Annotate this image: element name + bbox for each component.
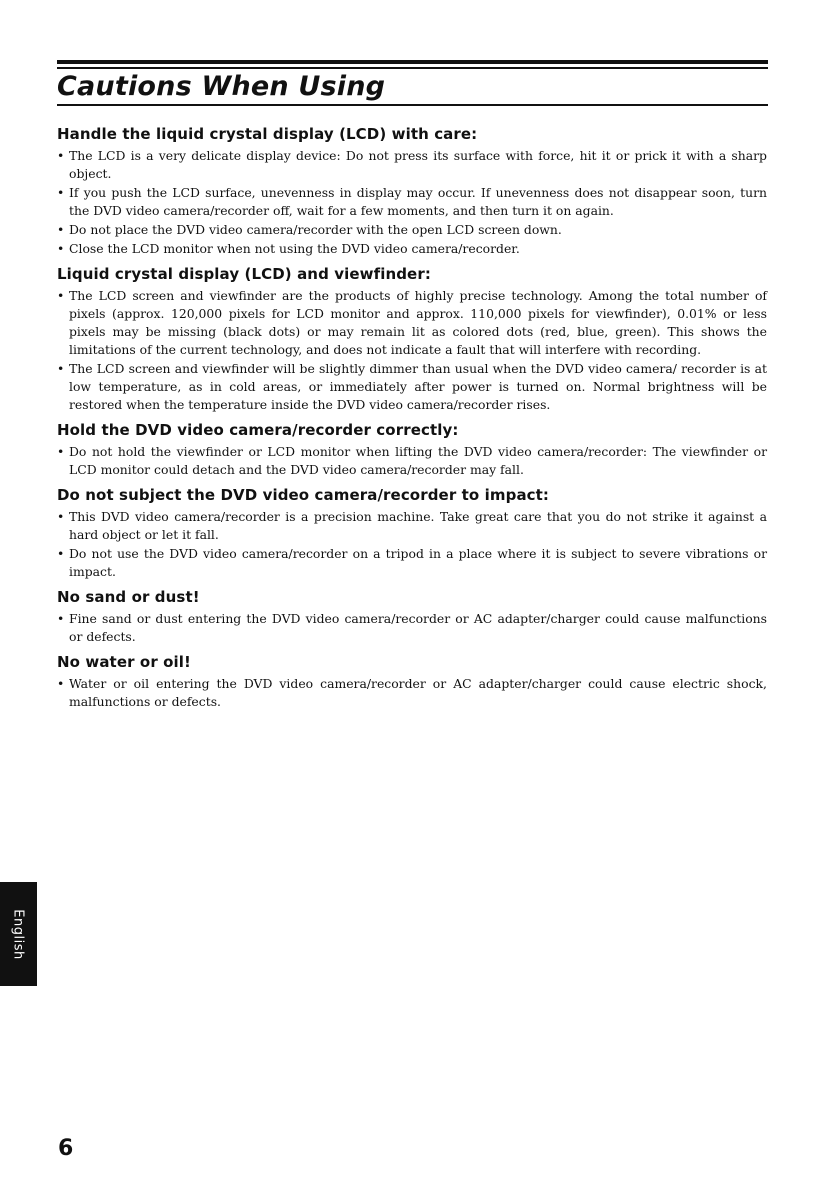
section-heading: Handle the liquid crystal display (LCD) with care: xyxy=(57,125,478,143)
bullet-list xyxy=(57,508,767,581)
section-hold-correctly xyxy=(57,420,767,479)
section-water-oil xyxy=(57,652,767,711)
bullet-item: • If you push the LCD surface, unevenness in display may occur. If unevenness does not disappear soon, turn the DVD video camera/recorder off, wait for a few moments, and then turn it on again. xyxy=(57,184,767,220)
page-title: Cautions When Using xyxy=(57,71,386,102)
bullet-item: • Fine sand or dust entering the DVD video camera/recorder or AC adapter/charger could cause malfunctions or defects. xyxy=(57,610,767,646)
bullet-item: • Water or oil entering the DVD video camera/recorder or AC adapter/charger could cause electric shock, malfunctions or defects. xyxy=(57,675,767,711)
section-heading: Hold the DVD video camera/recorder correctly: xyxy=(57,421,459,439)
bullet-list xyxy=(57,443,767,479)
page-number: 6 xyxy=(58,1136,74,1161)
bullet-item: • The LCD is a very delicate display device: Do not press its surface with force, hit it or prick it with a sharp object. xyxy=(57,147,767,183)
section-lcd-viewfinder xyxy=(57,264,767,414)
bullet-item: • Close the LCD monitor when not using the DVD video camera/recorder. xyxy=(57,240,767,258)
language-tab xyxy=(0,882,37,986)
bullet-item: • Do not hold the viewfinder or LCD monitor when lifting the DVD video camera/recorder: The viewfinder or LCD monitor could detach and the DVD video camera/recorder may fall. xyxy=(57,443,767,479)
language-tab-label: English xyxy=(11,908,27,960)
bullet-item: • Do not use the DVD video camera/recorder on a tripod in a place where it is subject to severe vibrations or impact. xyxy=(57,545,767,581)
bullet-list xyxy=(57,287,767,414)
section-lcd-care xyxy=(57,124,767,258)
section-heading: No water or oil! xyxy=(57,653,191,671)
bullet-list xyxy=(57,675,767,711)
section-heading: Do not subject the DVD video camera/recorder to impact: xyxy=(57,486,550,504)
bullet-item: • The LCD screen and viewfinder are the products of highly precise technology. Among the total number of pixels (approx. 120,000 pixels for LCD monitor and approx. 110,000 pixels for viewfinder), 0.01% or less pixels may be missing (black dots) or may remain lit as colored dots (red, blue, green). This shows the limitations of the current technology, and does not indicate a fault that will interfere with recording. xyxy=(57,287,767,359)
bullet-list xyxy=(57,147,767,258)
header-rule-top xyxy=(57,60,768,64)
content-body xyxy=(57,124,767,717)
section-heading: No sand or dust! xyxy=(57,588,200,606)
bullet-item: • This DVD video camera/recorder is a precision machine. Take great care that you do not strike it against a hard object or let it fall. xyxy=(57,508,767,544)
bullet-list xyxy=(57,610,767,646)
section-impact xyxy=(57,485,767,581)
header-rule-bottom xyxy=(57,104,768,106)
section-heading: Liquid crystal display (LCD) and viewfinder: xyxy=(57,265,431,283)
bullet-item: • Do not place the DVD video camera/recorder with the open LCD screen down. xyxy=(57,221,767,239)
section-sand-dust xyxy=(57,587,767,646)
bullet-item: • The LCD screen and viewfinder will be slightly dimmer than usual when the DVD video camera/ recorder is at low temperature, as in cold areas, or immediately after power is turned on. Normal brightness will be restored when the temperature inside the DVD video camera/recorder rises. xyxy=(57,360,767,414)
